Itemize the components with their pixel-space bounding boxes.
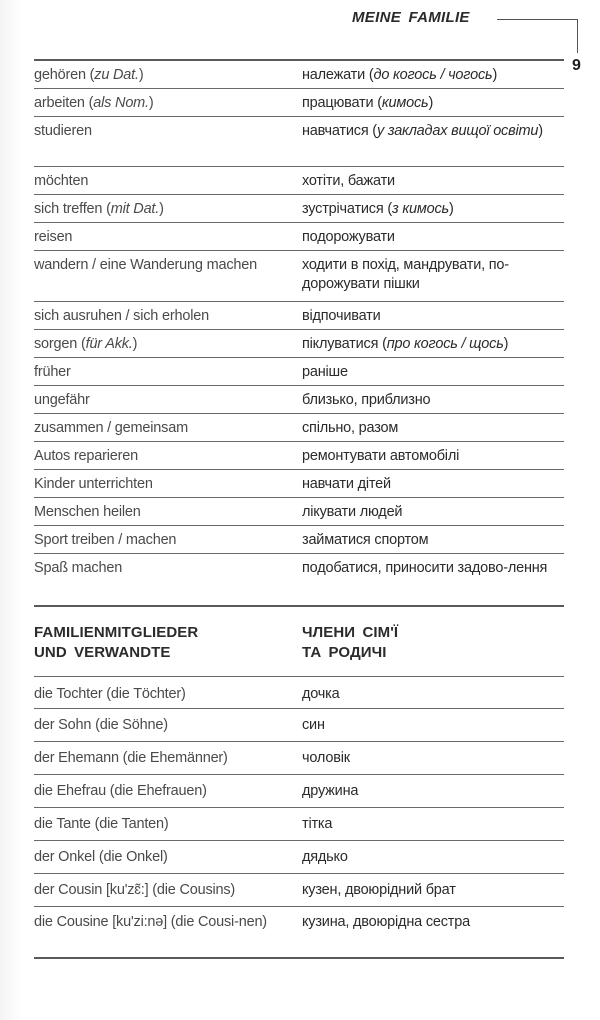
german-term: Spaß machen (34, 560, 123, 576)
german-term: studieren (34, 123, 92, 139)
german-term: der Sohn (die Söhne) (34, 717, 168, 733)
header-bracket (577, 19, 578, 53)
row-divider (34, 906, 564, 907)
header-rule (497, 19, 577, 20)
row-divider (34, 807, 564, 808)
ukrainian-translation: хотіти, бажати (302, 173, 395, 189)
row-divider (34, 166, 564, 167)
row-divider (34, 525, 564, 526)
section-end-rule (34, 605, 564, 607)
ukrainian-translation: подорожувати (302, 229, 395, 245)
row-divider (34, 413, 564, 414)
german-term: zusammen / gemeinsam (34, 420, 188, 436)
german-term: Kinder unterrichten (34, 476, 153, 492)
row-divider (34, 116, 564, 117)
ukrainian-translation: займатися спортом (302, 532, 429, 548)
german-term: reisen (34, 229, 73, 245)
german-term: gehören (zu Dat.) (34, 67, 144, 83)
ukrainian-translation: тітка (302, 816, 333, 832)
row-divider (34, 840, 564, 841)
ukrainian-translation: зустрічатися (з кимось) (302, 201, 454, 217)
section-heading-ukrainian: ЧЛЕНИ СІМ'Ї ТА РОДИЧІ (302, 624, 399, 661)
german-term: möchten (34, 173, 89, 189)
ukrainian-translation: ходити в похід, мандрувати, по-дорожувати пішки (302, 257, 509, 292)
row-divider (34, 385, 564, 386)
ukrainian-translation: ремонтувати автомобілі (302, 448, 460, 464)
row-divider (34, 441, 564, 442)
german-term: die Cousine [ku'zi:nə] (die Cousi-nen) (34, 914, 267, 930)
row-divider (34, 873, 564, 874)
row-divider (34, 222, 564, 223)
row-divider (34, 553, 564, 554)
german-term: ungefähr (34, 392, 90, 408)
running-header-title: MEINE FAMILIE (352, 9, 470, 26)
german-term: Menschen heilen (34, 504, 141, 520)
row-divider (34, 250, 564, 251)
german-term: Autos reparieren (34, 448, 138, 464)
german-term: sich treffen (mit Dat.) (34, 201, 164, 217)
german-term: die Tante (die Tanten) (34, 816, 169, 832)
row-divider (34, 774, 564, 775)
ukrainian-translation: кузина, двоюрідна сестра (302, 914, 470, 930)
german-term: früher (34, 364, 71, 380)
german-term: sich ausruhen / sich erholen (34, 308, 209, 324)
german-term: Sport treiben / machen (34, 532, 177, 548)
page-number: 9 (572, 57, 581, 74)
ukrainian-translation: близько, приблизно (302, 392, 431, 408)
row-divider (34, 301, 564, 302)
ukrainian-translation: піклуватися (про когось / щось) (302, 336, 509, 352)
table-bottom-rule (34, 957, 564, 959)
ukrainian-translation: син (302, 717, 325, 733)
row-divider (34, 497, 564, 498)
section-heading-rule (34, 676, 564, 677)
german-term: die Ehefrau (die Ehefrauen) (34, 783, 207, 799)
ukrainian-translation: чоловік (302, 750, 350, 766)
german-term: wandern / eine Wanderung machen (34, 257, 257, 273)
ukrainian-translation: дочка (302, 686, 340, 702)
german-term: der Ehemann (die Ehemänner) (34, 750, 228, 766)
german-term: der Cousin [ku'zɛ̃:] (die Cousins) (34, 882, 236, 898)
german-term: die Tochter (die Töchter) (34, 686, 186, 702)
row-divider (34, 708, 564, 709)
row-divider (34, 741, 564, 742)
ukrainian-translation: навчатися (у закладах вищої освіти) (302, 123, 543, 139)
ukrainian-translation: спільно, разом (302, 420, 399, 436)
ukrainian-translation: лікувати людей (302, 504, 403, 520)
row-divider (34, 329, 564, 330)
german-term: der Onkel (die Onkel) (34, 849, 168, 865)
ukrainian-translation: працювати (кимось) (302, 95, 434, 111)
ukrainian-translation: подобатися, приносити задово-лення (302, 560, 548, 576)
row-divider (34, 469, 564, 470)
ukrainian-translation: належати (до когось / чогось) (302, 67, 498, 83)
ukrainian-translation: навчати дітей (302, 476, 391, 492)
german-term: arbeiten (als Nom.) (34, 95, 154, 111)
german-term: sorgen (für Akk.) (34, 336, 138, 352)
row-divider (34, 357, 564, 358)
row-divider (34, 194, 564, 195)
row-divider (34, 88, 564, 89)
section-heading-german: FAMILIENMITGLIEDER UND VERWANDTE (34, 624, 199, 661)
ukrainian-translation: кузен, двоюрідний брат (302, 882, 456, 898)
ukrainian-translation: дружина (302, 783, 359, 799)
ukrainian-translation: раніше (302, 364, 348, 380)
ukrainian-translation: дядько (302, 849, 348, 865)
table-top-rule (34, 59, 564, 61)
ukrainian-translation: відпочивати (302, 308, 381, 324)
